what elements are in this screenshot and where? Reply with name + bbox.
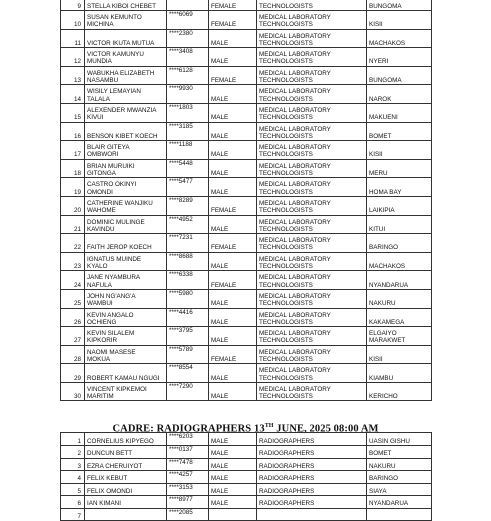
serial-number-cell: 22 (61, 234, 85, 253)
county-cell: KIAMBU (367, 364, 432, 383)
table-row (61, 471, 432, 484)
table-row (61, 85, 432, 104)
cadre-heading-suffix: JUNE, 2025 08:00 AM (273, 423, 379, 435)
cadre-cell: MEDICAL LABORATORY TECHNOLOGISTS (257, 29, 367, 48)
cadre-cell: MEDICAL LABORATORY TECHNOLOGISTS (257, 382, 367, 401)
county-cell: BARINGO (367, 471, 432, 484)
serial-number-cell: 27 (61, 327, 85, 346)
county-cell: MERU (367, 159, 432, 178)
serial-number-cell: 5 (61, 483, 85, 496)
serial-number-cell: 15 (61, 103, 85, 122)
cadre-cell: MEDICAL LABORATORY TECHNOLOGISTS (257, 327, 367, 346)
county-cell: SIAYA (367, 483, 432, 496)
id-number-cell: ****5789 (167, 345, 209, 364)
table-row (61, 508, 432, 521)
table-row (61, 141, 432, 160)
gender-cell: MALE (209, 446, 257, 459)
name-cell: IAN KIMANI (85, 496, 167, 509)
table-row (61, 11, 432, 30)
county-cell: NAKURU (367, 289, 432, 308)
county-cell: MACHAKOS (367, 252, 432, 271)
serial-number-cell: 9 (61, 0, 85, 11)
serial-number-cell: 29 (61, 364, 85, 383)
cadre-cell: RADIOGRAPHERS (257, 483, 367, 496)
serial-number-cell: 14 (61, 85, 85, 104)
serial-number-cell: 3 (61, 458, 85, 471)
name-cell: WISILY LEMAYIAN TALALA (85, 85, 167, 104)
gender-cell: FEMALE (209, 234, 257, 253)
gender-cell: MALE (209, 496, 257, 509)
serial-number-cell: 2 (61, 446, 85, 459)
gender-cell: MALE (209, 252, 257, 271)
county-cell: LAIKIPIA (367, 196, 432, 215)
table-row (61, 29, 432, 48)
serial-number-cell: 12 (61, 48, 85, 67)
name-cell: WABUKHA ELIZABETH NASAMBU (85, 66, 167, 85)
cadre-cell (257, 508, 367, 521)
table-row (61, 345, 432, 364)
gender-cell: MALE (209, 433, 257, 446)
cadre-cell: RADIOGRAPHERS (257, 471, 367, 484)
county-cell: NYERI (367, 48, 432, 67)
id-number-cell: ****7231 (167, 234, 209, 253)
county-cell: HOMA BAY (367, 178, 432, 197)
table-row (61, 308, 432, 327)
id-number-cell: ****2085 (167, 508, 209, 521)
cadre-cell: RADIOGRAPHERS (257, 458, 367, 471)
serial-number-cell: 4 (61, 471, 85, 484)
serial-number-cell: 28 (61, 345, 85, 364)
table-row (61, 215, 432, 234)
id-number-cell: ****7290 (167, 382, 209, 401)
serial-number-cell: 10 (61, 11, 85, 30)
lab-technologists-table-wrap (60, 0, 431, 401)
table-row (61, 446, 432, 459)
gender-cell: MALE (209, 48, 257, 67)
cadre-cell: MEDICAL LABORATORY TECHNOLOGISTS (257, 345, 367, 364)
name-cell (85, 508, 167, 521)
gender-cell: MALE (209, 364, 257, 383)
cadre-cell: MEDICAL LABORATORY TECHNOLOGISTS (257, 252, 367, 271)
gender-cell: MALE (209, 85, 257, 104)
cadre-heading-sup: TH (264, 423, 274, 429)
county-cell: KISII (367, 345, 432, 364)
name-cell: SUSAN KEMUNTO MICHINA (85, 11, 167, 30)
cadre-cell: MEDICAL LABORATORY TECHNOLOGISTS (257, 85, 367, 104)
serial-number-cell: 26 (61, 308, 85, 327)
county-cell: NYANDARUA (367, 496, 432, 509)
cadre-cell: RADIOGRAPHERS (257, 433, 367, 446)
gender-cell (209, 508, 257, 521)
name-cell: IGNATUS MUINDE KYALO (85, 252, 167, 271)
county-cell (367, 508, 432, 521)
id-number-cell: ****4257 (167, 471, 209, 484)
county-cell: MAKUENI (367, 103, 432, 122)
id-number-cell (167, 0, 209, 11)
cadre-cell: MEDICAL LABORATORY TECHNOLOGISTS (257, 364, 367, 383)
gender-cell: MALE (209, 458, 257, 471)
name-cell: VICTOR KAMUNYU MUNDIA (85, 48, 167, 67)
id-number-cell: ****8289 (167, 196, 209, 215)
table-row (61, 122, 432, 141)
gender-cell: MALE (209, 483, 257, 496)
county-cell: KERICHO (367, 382, 432, 401)
county-cell: BOMET (367, 446, 432, 459)
id-number-cell: ****5477 (167, 178, 209, 197)
table-row (61, 252, 432, 271)
table-row (61, 0, 432, 11)
name-cell: STELLA KIBOI CHEBET (85, 0, 167, 11)
name-cell: DUNCUN BETT (85, 446, 167, 459)
cadre-cell: MEDICAL LABORATORY TECHNOLOGISTS (257, 103, 367, 122)
gender-cell: MALE (209, 178, 257, 197)
serial-number-cell: 11 (61, 29, 85, 48)
table-row (61, 327, 432, 346)
name-cell: KEVIN ANGALO OCHIENG (85, 308, 167, 327)
cadre-heading-prefix: CADRE: RADIOGRAPHERS 13 (112, 423, 265, 435)
name-cell: CASTRO OKINYI OMONDI (85, 178, 167, 197)
gender-cell: MALE (209, 122, 257, 141)
table-row (61, 234, 432, 253)
cadre-cell: MEDICAL LABORATORY TECHNOLOGISTS (257, 308, 367, 327)
gender-cell: MALE (209, 215, 257, 234)
id-number-cell: ****5448 (167, 159, 209, 178)
county-cell: KAKAMEGA (367, 308, 432, 327)
gender-cell: MALE (209, 141, 257, 160)
table-row (61, 159, 432, 178)
name-cell: VINCENT KIPKEMOI MARITIM (85, 382, 167, 401)
radiographers-table (60, 432, 432, 521)
table-row (61, 433, 432, 446)
table-row (61, 458, 432, 471)
serial-number-cell: 13 (61, 66, 85, 85)
gender-cell: MALE (209, 29, 257, 48)
county-cell: BUNGOMA (367, 66, 432, 85)
id-number-cell: ****9930 (167, 85, 209, 104)
county-cell: KISII (367, 141, 432, 160)
id-number-cell: ****7478 (167, 458, 209, 471)
serial-number-cell: 7 (61, 508, 85, 521)
table-row (61, 364, 432, 383)
table-row (61, 178, 432, 197)
id-number-cell: ****1188 (167, 141, 209, 160)
cadre-cell: MEDICAL LABORATORY TECHNOLOGISTS (257, 178, 367, 197)
lab-technologists-table (60, 0, 432, 401)
county-cell: KISII (367, 11, 432, 30)
table-row (61, 483, 432, 496)
serial-number-cell: 30 (61, 382, 85, 401)
id-number-cell: ****8554 (167, 364, 209, 383)
serial-number-cell: 1 (61, 433, 85, 446)
table-row (61, 496, 432, 509)
id-number-cell: ****1803 (167, 103, 209, 122)
county-cell: BUNGOMA (367, 0, 432, 11)
id-number-cell: ****8977 (167, 496, 209, 509)
cadre-cell: RADIOGRAPHERS (257, 446, 367, 459)
cadre-cell: RADIOGRAPHERS (257, 496, 367, 509)
county-cell: UASIN GISHU (367, 433, 432, 446)
gender-cell: MALE (209, 103, 257, 122)
name-cell: ROBERT KAMAU NGUGI (85, 364, 167, 383)
gender-cell: MALE (209, 327, 257, 346)
serial-number-cell: 23 (61, 252, 85, 271)
name-cell: ALEXENDER MWANZIA KIVUI (85, 103, 167, 122)
cadre-cell: MEDICAL LABORATORY TECHNOLOGISTS (257, 66, 367, 85)
serial-number-cell: 6 (61, 496, 85, 509)
table-row (61, 271, 432, 290)
cadre-cell: MEDICAL LABORATORY TECHNOLOGISTS (257, 141, 367, 160)
name-cell: VICTOR IKUTA MUTUA (85, 29, 167, 48)
table-row (61, 382, 432, 401)
id-number-cell: ****5980 (167, 289, 209, 308)
name-cell: KEVIN SILALEM KIPKORIR (85, 327, 167, 346)
name-cell: JANE NYAMBURA NAFULA (85, 271, 167, 290)
gender-cell: FEMALE (209, 66, 257, 85)
county-cell: NAKURU (367, 458, 432, 471)
name-cell: DOMINIC MULINGE KAVINDU (85, 215, 167, 234)
table-row (61, 48, 432, 67)
name-cell: CORNELIUS KIPYEGO (85, 433, 167, 446)
id-number-cell: ****4416 (167, 308, 209, 327)
id-number-cell: ****3408 (167, 48, 209, 67)
table-row (61, 289, 432, 308)
county-cell: ELGAIYO MARAKWET (367, 327, 432, 346)
county-cell: MACHAKOS (367, 29, 432, 48)
gender-cell: FEMALE (209, 196, 257, 215)
cadre-cell: MEDICAL LABORATORY TECHNOLOGISTS (257, 289, 367, 308)
gender-cell: FEMALE (209, 271, 257, 290)
id-number-cell: ****4952 (167, 215, 209, 234)
name-cell: CATHERINE WANJIKU WAHOME (85, 196, 167, 215)
cadre-cell: MEDICAL LABORATORY TECHNOLOGISTS (257, 215, 367, 234)
serial-number-cell: 19 (61, 178, 85, 197)
cadre-cell: MEDICAL LABORATORY TECHNOLOGISTS (257, 271, 367, 290)
cadre-cell: MEDICAL LABORATORY TECHNOLOGISTS (257, 159, 367, 178)
serial-number-cell: 16 (61, 122, 85, 141)
county-cell: KITUI (367, 215, 432, 234)
name-cell: BRIAN MURUIKI GITONGA (85, 159, 167, 178)
table-row (61, 103, 432, 122)
table-row (61, 196, 432, 215)
gender-cell: MALE (209, 471, 257, 484)
cadre-cell: TECHNOLOGISTS (257, 0, 367, 11)
id-number-cell: ****3153 (167, 483, 209, 496)
serial-number-cell: 25 (61, 289, 85, 308)
gender-cell: FEMALE (209, 0, 257, 11)
county-cell: BOMET (367, 122, 432, 141)
name-cell: BENSON KIBET KOECH (85, 122, 167, 141)
gender-cell: MALE (209, 382, 257, 401)
name-cell: FELIX KEBUT (85, 471, 167, 484)
cadre-cell: MEDICAL LABORATORY TECHNOLOGISTS (257, 196, 367, 215)
cadre-cell: MEDICAL LABORATORY TECHNOLOGISTS (257, 122, 367, 141)
gender-cell: MALE (209, 308, 257, 327)
id-number-cell: ****6128 (167, 66, 209, 85)
serial-number-cell: 21 (61, 215, 85, 234)
table-row (61, 66, 432, 85)
serial-number-cell: 18 (61, 159, 85, 178)
gender-cell: FEMALE (209, 11, 257, 30)
serial-number-cell: 20 (61, 196, 85, 215)
id-number-cell: ****6069 (167, 11, 209, 30)
name-cell: EZRA CHERUIYOT (85, 458, 167, 471)
county-cell: BARINGO (367, 234, 432, 253)
name-cell: BLAIR GITEYA OMBWORI (85, 141, 167, 160)
gender-cell: MALE (209, 289, 257, 308)
cadre-cell: MEDICAL LABORATORY TECHNOLOGISTS (257, 234, 367, 253)
county-cell: NAROK (367, 85, 432, 104)
id-number-cell: ****6338 (167, 271, 209, 290)
id-number-cell: ****3185 (167, 122, 209, 141)
name-cell: JOHN NG'ANG'A WAMBUI (85, 289, 167, 308)
name-cell: FELIX OMONDI (85, 483, 167, 496)
serial-number-cell: 17 (61, 141, 85, 160)
id-number-cell: ****0137 (167, 446, 209, 459)
radiographers-table-wrap (60, 432, 431, 521)
name-cell: FAITH JEROP KOECH (85, 234, 167, 253)
cadre-cell: MEDICAL LABORATORY TECHNOLOGISTS (257, 48, 367, 67)
gender-cell: MALE (209, 159, 257, 178)
county-cell: NYANDARUA (367, 271, 432, 290)
name-cell: NAOMI MASESE MOKUA (85, 345, 167, 364)
id-number-cell: ****2380 (167, 29, 209, 48)
id-number-cell: ****8688 (167, 252, 209, 271)
cadre-cell: MEDICAL LABORATORY TECHNOLOGISTS (257, 11, 367, 30)
id-number-cell: ****3795 (167, 327, 209, 346)
gender-cell: FEMALE (209, 345, 257, 364)
id-number-cell: ****6203 (167, 433, 209, 446)
serial-number-cell: 24 (61, 271, 85, 290)
